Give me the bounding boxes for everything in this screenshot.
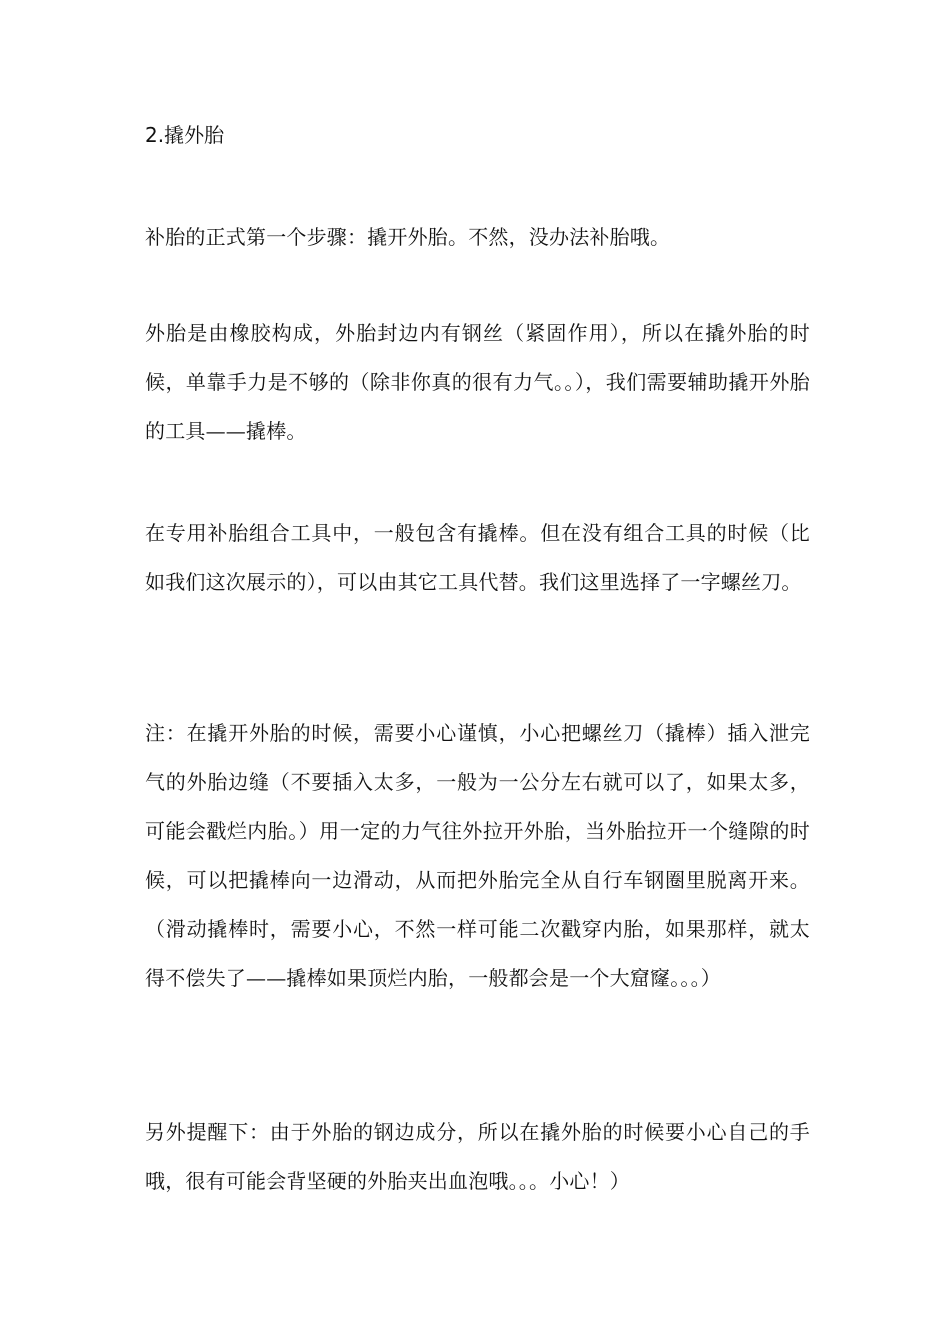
paragraph-caution-note: 注：在撬开外胎的时候，需要小心谨慎，小心把螺丝刀（撬棒）插入泄完气的外胎边缝（不要插入太多，一般为一公分左右就可以了，如果太多，可能会戳烂内胎。）用一定的力气往外拉开外胎，当外胎拉开一个缝隙的时候，可以把撬棒向一边滑动，从而把外胎完全从自行车钢圈里脱离开来。（滑动撬棒时，需要小心，不然一样可能二次戳穿内胎，如果那样，就太得不偿失了——撬棒如果顶烂内胎，一般都会是一个大窟窿。。。） — [145, 721, 810, 990]
paragraph-tire-structure: 外胎是由橡胶构成，外胎封边内有钢丝（紧固作用），所以在撬外胎的时候，单靠手力是不够的（除非你真的很有力气。。），我们需要辅助撬开外胎的工具——撬棒。 — [145, 321, 810, 443]
paragraph-intro: 补胎的正式第一个步骤：撬开外胎。不然，没办法补胎哦。 — [145, 225, 671, 249]
section-heading: 2.撬外胎 — [145, 123, 225, 147]
paragraph-reminder: 另外提醒下：由于外胎的钢边成分，所以在撬外胎的时候要小心自己的手哦，很有可能会背坚硬的外胎夹出血泡哦。。。小心！） — [145, 1120, 810, 1193]
paragraph-tool-alternative: 在专用补胎组合工具中，一般包含有撬棒。但在没有组合工具的时候（比如我们这次展示的），可以由其它工具代替。我们这里选择了一字螺丝刀。 — [145, 521, 810, 594]
